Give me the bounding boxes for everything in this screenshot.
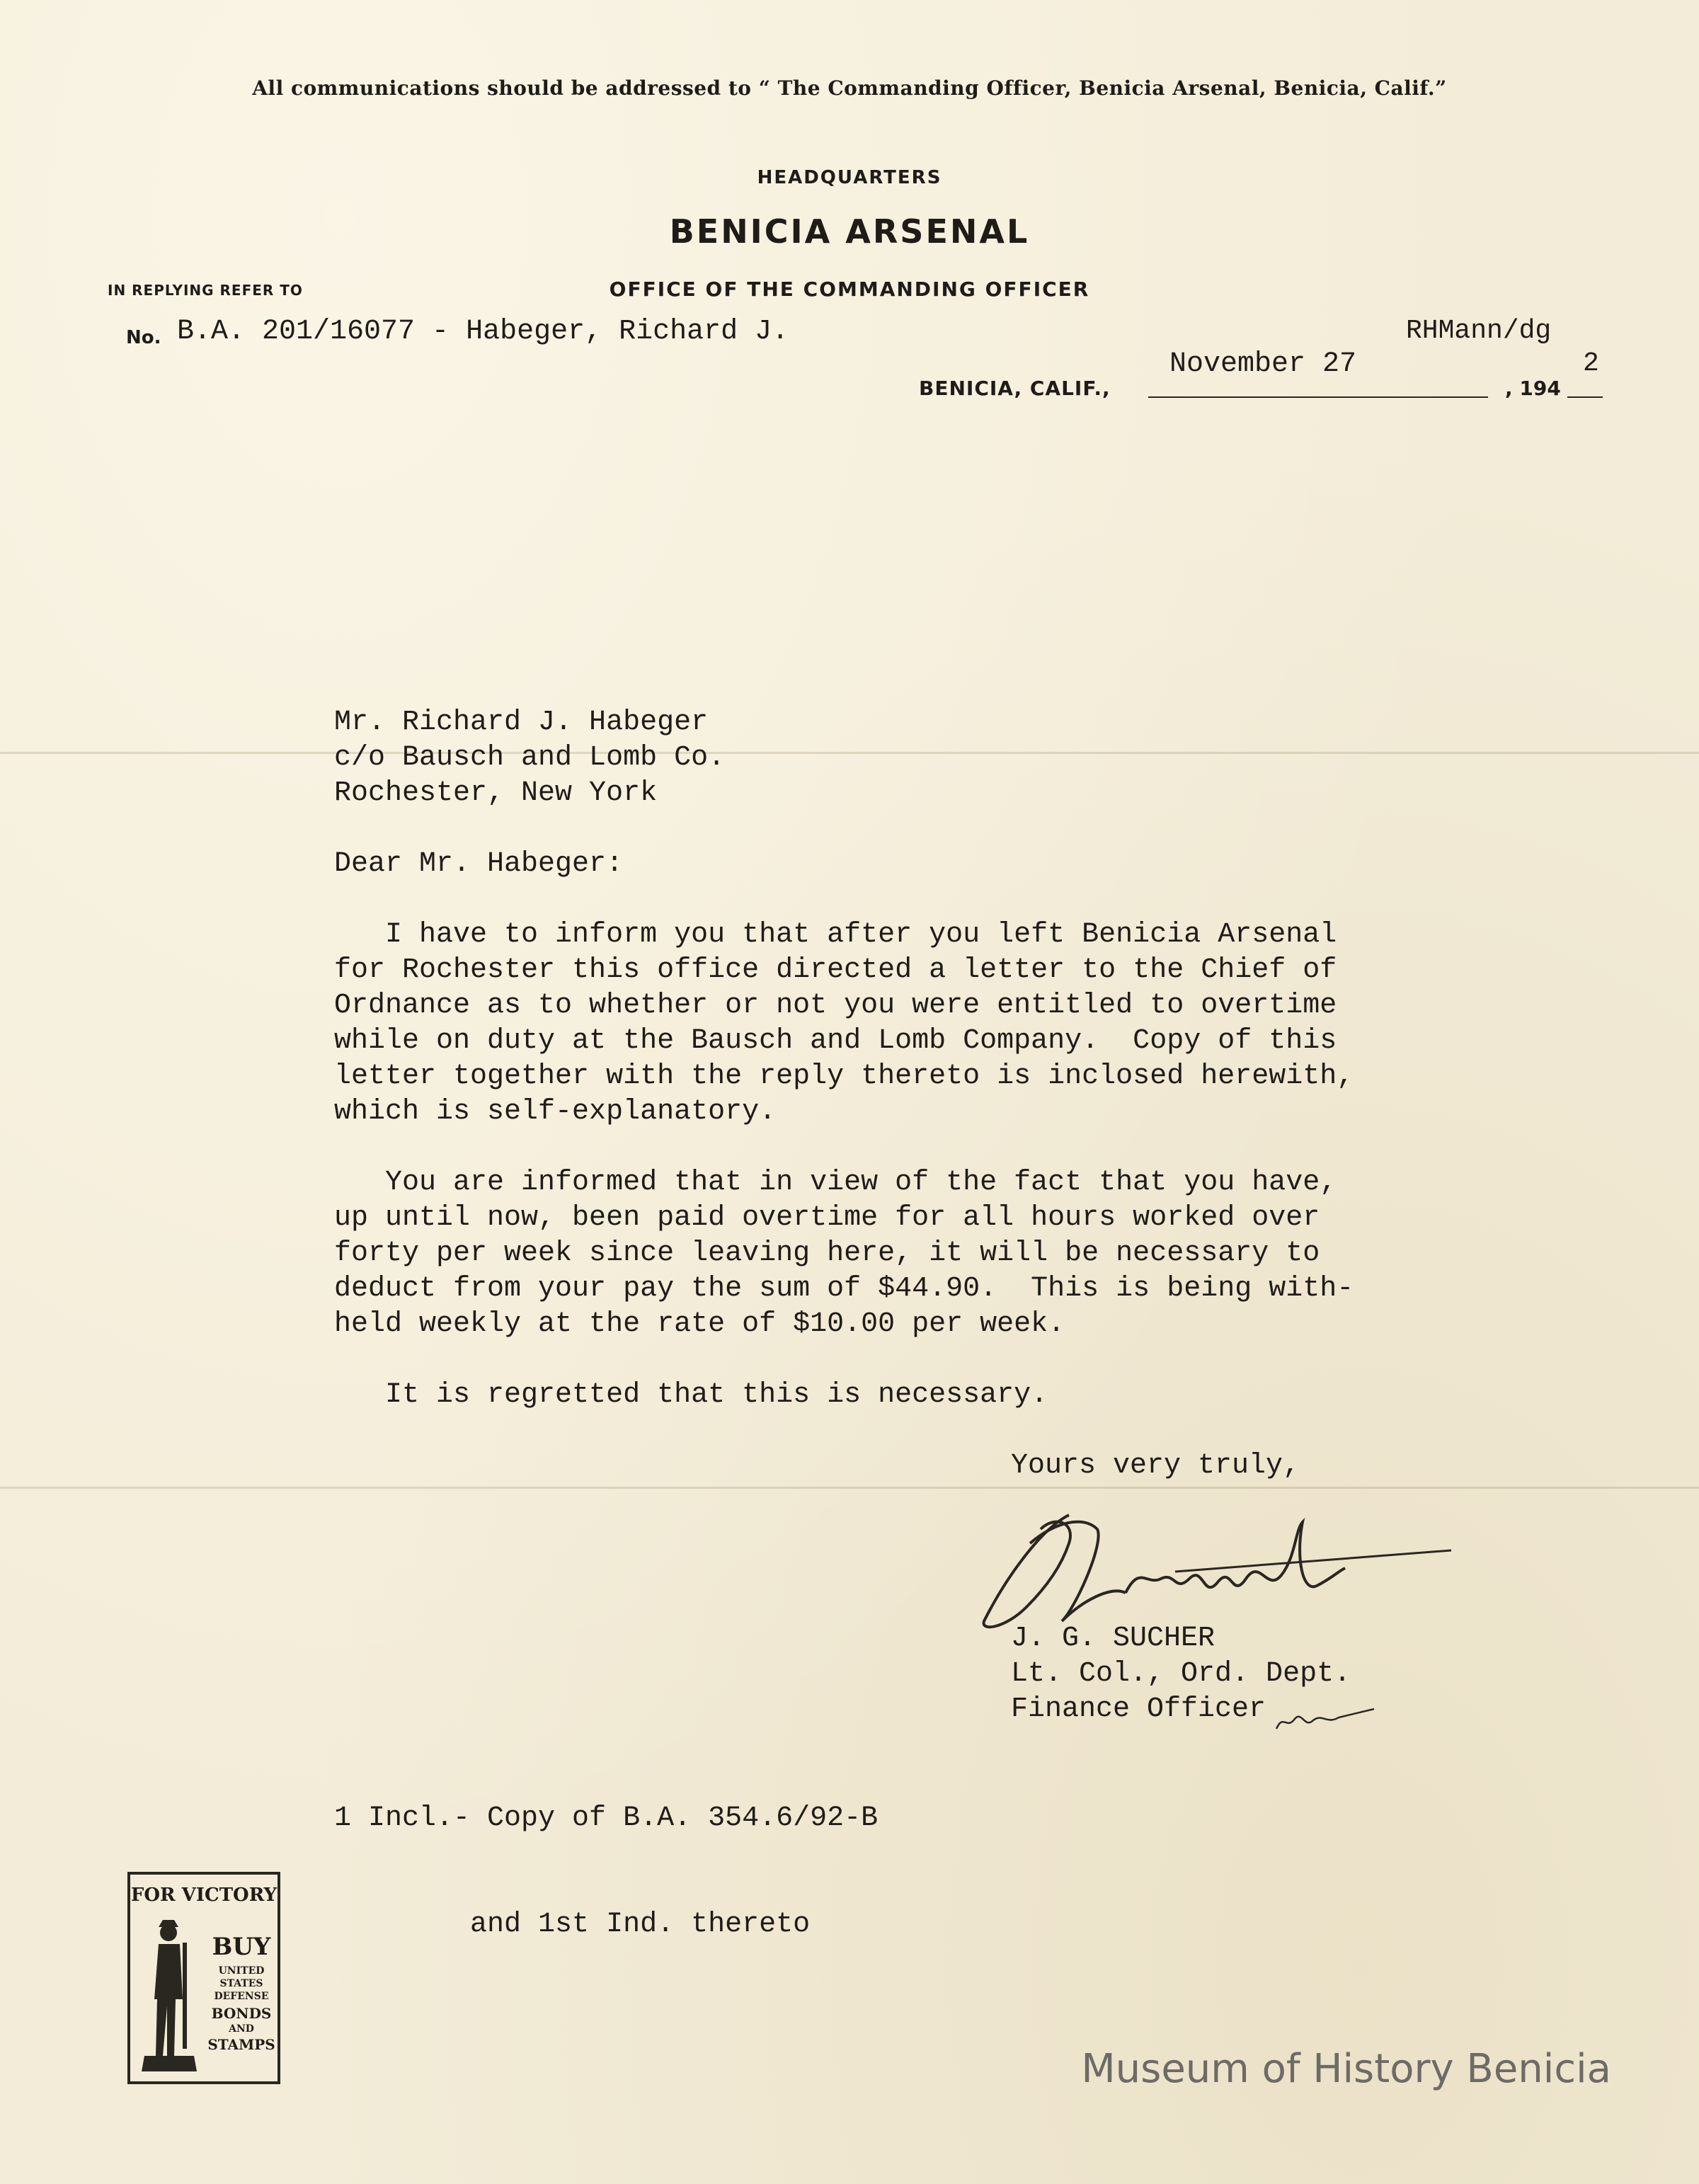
complimentary-close: Yours very truly,	[1011, 1450, 1300, 1482]
stamp-for-victory: FOR VICTORY	[130, 1885, 278, 1906]
stamp-stamps: STAMPS	[207, 2036, 275, 2053]
body-paragraph-1: I have to inform you that after you left Benicia Arsenal for Rochester this office directed a letter to the Chief of Ordnance as to whether or not you were entitled to overtime while on duty at the Bausch and Lomb Company. Copy of this letter together with the reply thereto is inclosed herewith, which is self-explanatory.	[334, 919, 1354, 1128]
stamp-bonds: BONDS	[211, 2005, 272, 2022]
reply-reference-label: IN REPLYING REFER TO	[108, 282, 303, 299]
paper-fold-lower	[0, 1487, 1699, 1489]
enclosure-line-2: and 1st Ind. thereto	[334, 1909, 811, 1940]
recipient-name: Mr. Richard J. Habeger	[334, 707, 709, 738]
reference-number: B.A. 201/16077 - Habeger, Richard J.	[177, 316, 789, 348]
recipient-address	[334, 705, 725, 811]
letterhead-office: OFFICE OF THE COMMANDING OFFICER	[609, 278, 1090, 301]
signer-rank: Lt. Col., Ord. Dept.	[1011, 1658, 1351, 1690]
body-paragraph-2: You are informed that in view of the fact that you have, up until now, been paid overtime for all hours worked over forty per week since leaving here, it will be necessary to deduct from your pay the sum of $44.90. This is being with- held weekly at the rate of $10.00 per week.	[334, 1167, 1354, 1340]
minuteman-figure-icon	[137, 1914, 201, 2077]
letter-date: November 27	[1169, 348, 1357, 380]
victory-bonds-stamp	[127, 1872, 280, 2084]
letter-year-digit: 2	[1583, 348, 1599, 379]
letter-year-prefix: , 194	[1505, 377, 1561, 400]
stamp-states: STATES	[219, 1978, 263, 1989]
museum-watermark: Museum of History Benicia	[1081, 2046, 1611, 2092]
letterhead-notice: All communications should be addressed to “ The Commanding Officer, Benicia Arsenal, Benicia, Calif.”	[252, 76, 1447, 100]
letterhead-organization: BENICIA ARSENAL	[669, 212, 1030, 251]
date-underline	[1148, 396, 1488, 398]
enclosure-line-1: 1 Incl.- Copy of B.A. 354.6/92-B	[334, 1802, 879, 1834]
reference-number-label: No.	[126, 327, 161, 348]
handwritten-initials	[1271, 1700, 1377, 1736]
stamp-united: UNITED	[218, 1965, 265, 1977]
signer-title: Finance Officer	[1011, 1693, 1266, 1725]
letterhead-headquarters: HEADQUARTERS	[757, 167, 942, 188]
typist-initials: RHMann/dg	[1406, 316, 1552, 346]
stamp-and: AND	[229, 2023, 254, 2035]
recipient-care-of: c/o Bausch and Lomb Co.	[334, 742, 726, 774]
stamp-defense: DEFENSE	[214, 1991, 269, 2002]
paper-fold-upper	[0, 752, 1699, 754]
year-underline	[1567, 396, 1603, 398]
letter-place: BENICIA, CALIF.,	[919, 377, 1111, 400]
body-paragraph-3: It is regretted that this is necessary.	[334, 1379, 1048, 1411]
enclosure-note	[334, 1730, 878, 1978]
salutation: Dear Mr. Habeger:	[334, 848, 624, 880]
stamp-buy: BUY	[212, 1933, 271, 1961]
signer-name: J. G. SUCHER	[1011, 1623, 1215, 1654]
recipient-city: Rochester, New York	[334, 777, 658, 809]
